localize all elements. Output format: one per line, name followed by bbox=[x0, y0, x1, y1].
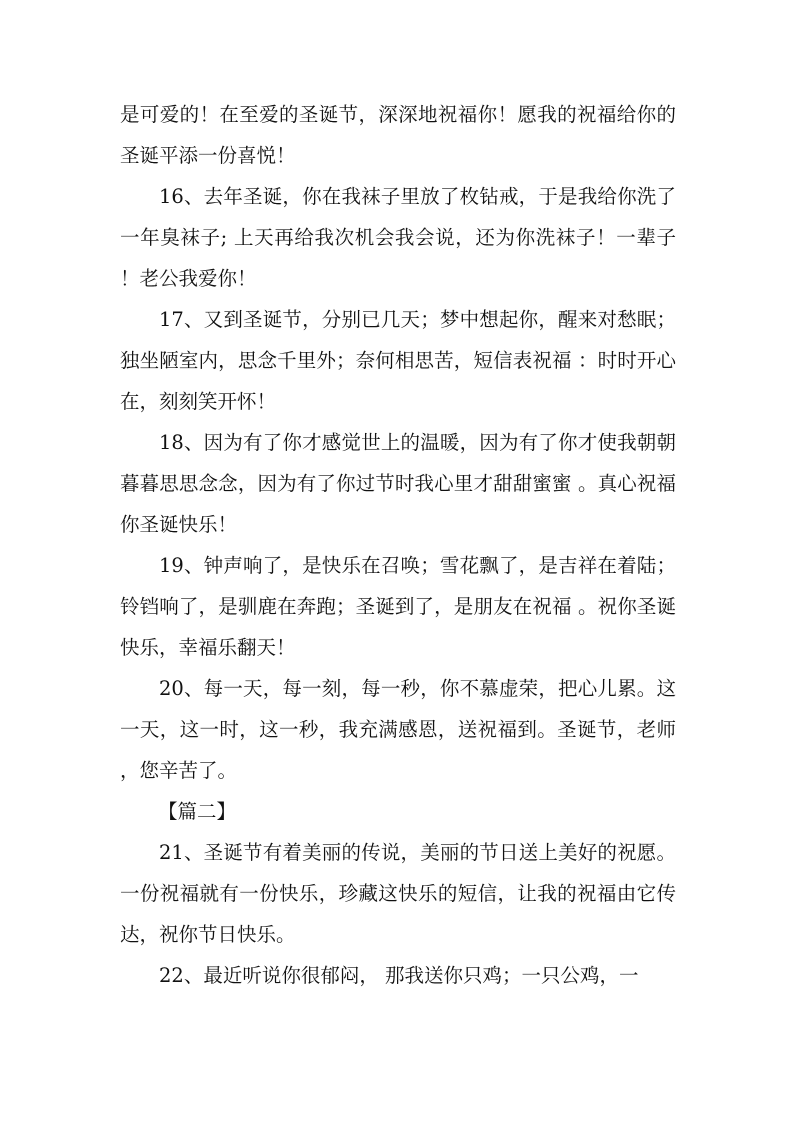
section-heading: 【篇二】 bbox=[158, 800, 237, 823]
paragraph-17: 17、又到圣诞节，分别已几天；梦中想起你，醒来对愁眠；独坐陋室内，思念千里外；奈何相思苦，短信表祝福 ：时时开心在，刻刻笑开怀！ bbox=[120, 308, 676, 413]
paragraph-16: 16、去年圣诞，你在我袜子里放了枚钻戒，于是我给你洗了一年臭袜子; 上天再给我次机会我会说，还为你洗袜子！一辈子！老公我爱你！ bbox=[120, 185, 676, 290]
paragraph-19: 19、钟声响了，是快乐在召唤；雪花飘了，是吉祥在着陆；铃铛响了，是驯鹿在奔跑；圣诞到了，是朋友在祝福 。祝你圣诞快乐，幸福乐翻天！ bbox=[120, 554, 676, 659]
paragraph-22: 22、最近听说你很郁闷， 那我送你只鸡；一只公鸡，一 bbox=[159, 964, 639, 987]
paragraph-21: 21、圣诞节有着美丽的传说，美丽的节日送上美好的祝愿。一份祝福就有一份快乐，珍藏这快乐的短信，让我的祝福由它传达，祝你节日快乐。 bbox=[120, 841, 676, 946]
paragraph-18: 18、因为有了你才感觉世上的温暖，因为有了你才使我朝朝暮暮思思念念，因为有了你过节时我心里才甜甜蜜蜜 。真心祝福你圣诞快乐！ bbox=[120, 431, 676, 536]
document-body bbox=[120, 94, 676, 996]
paragraph-20: 20、每一天，每一刻，每一秒，你不慕虚荣，把心儿累。这一天，这一时，这一秒，我充满感恩，送祝福到。圣诞节，老师，您辛苦了。 bbox=[120, 677, 676, 782]
paragraph-continued: 是可爱的！在至爱的圣诞节，深深地祝福你！愿我的祝福给你的圣诞平添一份喜悦！ bbox=[120, 103, 676, 167]
